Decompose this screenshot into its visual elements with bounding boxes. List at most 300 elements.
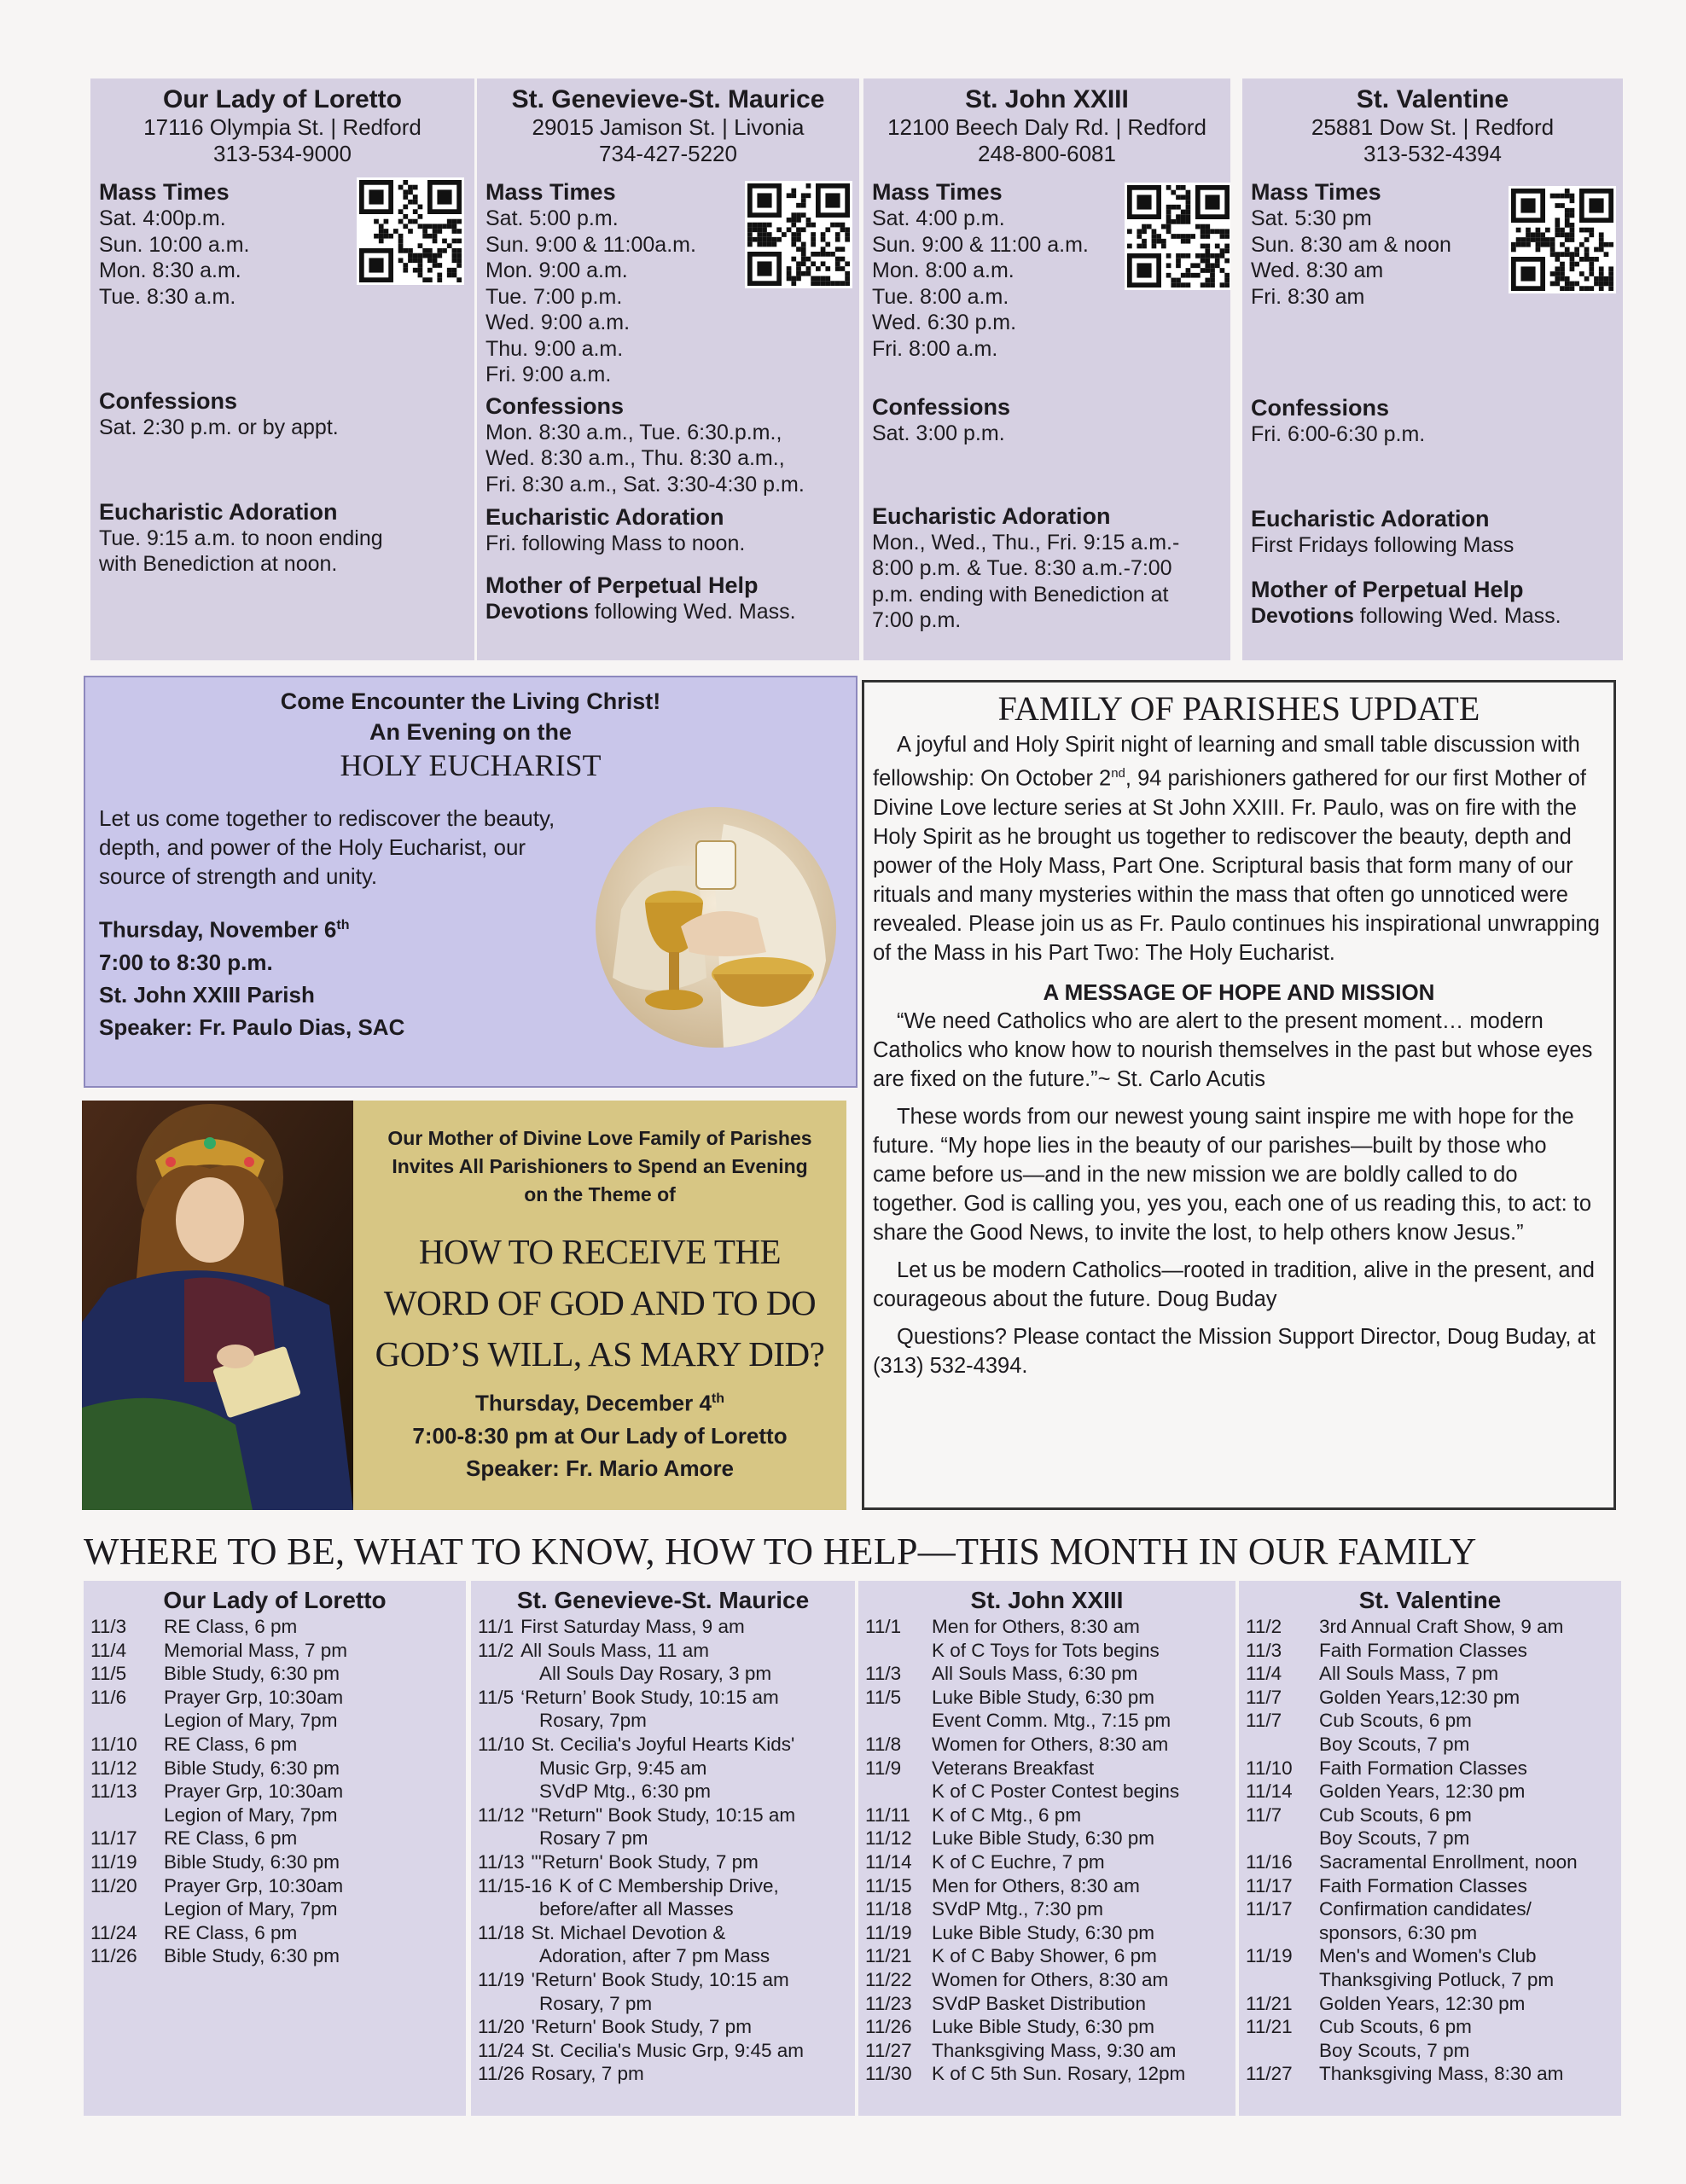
eucharist-event-box: [84, 676, 858, 1088]
schedule-row: [1246, 1874, 1614, 1898]
schedule-event: Bible Study, 6:30 pm: [164, 1945, 340, 1967]
schedule-row: [865, 1780, 1229, 1804]
schedule-row: [478, 1639, 848, 1663]
schedule-row: [1246, 2062, 1614, 2086]
parish-phone: 313-532-4394: [1363, 141, 1502, 166]
schedule-date: [478, 1709, 493, 1733]
mass-time: Fri. 8:00 a.m.: [872, 336, 998, 361]
schedule-date: 11/7: [1246, 1686, 1282, 1708]
devotions-text: following Wed. Mass.: [1353, 604, 1561, 628]
schedule-date: 11/30: [865, 2063, 912, 2085]
schedule-event: Faith Formation Classes: [1319, 1639, 1527, 1661]
schedule-row: [90, 1709, 459, 1733]
schedule-date: 11/13: [90, 1780, 137, 1803]
schedule-date: 11/24: [90, 1921, 137, 1943]
event-date: [99, 909, 404, 946]
schedule-row: [478, 1992, 848, 2016]
schedule-date: [1246, 1921, 1319, 1945]
parish-address: 12100 Beech Daly Rd. | Redford: [887, 114, 1206, 140]
schedule-event: RE Class, 6 pm: [164, 1733, 298, 1755]
schedule-row: [478, 1709, 848, 1733]
adoration-time: First Fridays following Mass: [1251, 532, 1514, 557]
mass-times-heading: Mass Times: [99, 179, 230, 205]
schedule-date: 11/3: [865, 1663, 902, 1685]
schedule-row: [1246, 1639, 1614, 1663]
schedule-event: SVdP Basket Distribution: [932, 1992, 1146, 2014]
schedule-event: Cub Scouts, 6 pm: [1319, 1804, 1472, 1826]
confessions-time: Mon. 8:30 a.m., Tue. 6:30.p.m.,: [485, 420, 782, 444]
schedule-date: 11/16: [1246, 1850, 1293, 1873]
schedule-date: 11/14: [1246, 1780, 1293, 1803]
schedule-event: Golden Years, 12:30 pm: [1319, 1992, 1526, 2014]
schedule-date: 11/5: [478, 1686, 515, 1708]
schedule-date: 11/20: [478, 2016, 525, 2038]
adoration-heading: Eucharistic Adoration: [99, 498, 338, 525]
schedule-date: 11/21: [1246, 2016, 1293, 2038]
schedule-event: 'Return' Book Study, 7 pm: [531, 2016, 752, 2038]
schedule-event: Golden Years,12:30 pm: [1319, 1686, 1520, 1708]
schedule-column-loretto: [84, 1581, 466, 2116]
schedule-date: [1246, 1968, 1319, 1992]
schedule-date: 11/19: [1246, 1945, 1293, 1967]
parish-phone: 313-534-9000: [213, 141, 352, 166]
mary-intro-line: on the Theme of: [524, 1183, 676, 1205]
mass-time: Sat. 5:30 pm: [1251, 206, 1372, 230]
event-intro-line: An Evening on the: [369, 719, 572, 745]
perpetual-help-heading: Mother of Perpetual Help: [485, 572, 759, 598]
schedule-row: [865, 1662, 1229, 1686]
mass-times-heading: Mass Times: [485, 179, 616, 205]
schedule-row: [90, 1733, 459, 1757]
schedule-event: Legion of Mary, 7pm: [164, 1804, 338, 1826]
qr-code-icon[interactable]: [1125, 183, 1230, 290]
schedule-date: 11/18: [478, 1921, 525, 1943]
schedule-row: [1246, 1709, 1614, 1733]
schedule-row: [478, 2062, 848, 2086]
schedule-event: K of C Mtg., 6 pm: [932, 1804, 1082, 1826]
schedule-event: SVdP Mtg., 6:30 pm: [539, 1780, 711, 1803]
adoration-time: Fri. following Mass to noon.: [485, 531, 746, 555]
confessions-heading: Confessions: [485, 392, 625, 419]
schedule-event: "'Return' Book Study, 7 pm: [531, 1850, 759, 1873]
schedule-row: [90, 1639, 459, 1663]
mary-intro-line: Our Mother of Divine Love Family of Parishes: [387, 1127, 812, 1149]
schedule-row: [478, 1804, 848, 1827]
schedule-event: Men's and Women's Club: [1319, 1945, 1537, 1967]
schedule-column-valentine: [1239, 1581, 1621, 2116]
schedule-event: ‘Return’ Book Study, 10:15 am: [520, 1686, 779, 1708]
mary-event-box: [353, 1101, 846, 1510]
schedule-date: [478, 1757, 493, 1780]
schedule-event: Boy Scouts, 7 pm: [1319, 1733, 1470, 1755]
schedule-event: Faith Formation Classes: [1319, 1874, 1527, 1896]
schedule-parish-name: Our Lady of Loretto: [163, 1587, 387, 1613]
mary-event-title: [353, 1226, 846, 1380]
schedule-date: 11/8: [865, 1733, 902, 1755]
schedule-row: [1246, 1686, 1614, 1710]
schedule-event: Legion of Mary, 7pm: [164, 1710, 338, 1732]
event-title: HOLY EUCHARIST: [340, 748, 602, 782]
schedule-row: [478, 1780, 848, 1804]
perpetual-help-time: [485, 599, 851, 625]
confessions-time: Wed. 8:30 a.m., Thu. 8:30 a.m.,: [485, 446, 785, 470]
schedule-row: [1246, 1662, 1614, 1686]
mary-event-date-suffix: th: [711, 1391, 725, 1406]
event-description-line: depth, and power of the Holy Eucharist, our: [99, 834, 526, 860]
schedule-row: [478, 1615, 848, 1639]
confessions-heading: Confessions: [1251, 395, 1390, 421]
schedule-row: [478, 2039, 848, 2063]
schedule-row: [478, 1850, 848, 1874]
mass-time: Wed. 9:00 a.m.: [485, 311, 631, 334]
schedule-event: All Souls Day Rosary, 3 pm: [539, 1663, 772, 1685]
schedule-event: Thanksgiving Potluck, 7 pm: [1319, 1968, 1555, 1990]
schedule-event: Prayer Grp, 10:30am: [164, 1780, 344, 1803]
schedule-event: RE Class, 6 pm: [164, 1616, 298, 1637]
mass-time: Thu. 9:00 a.m.: [485, 336, 624, 361]
schedule-row: [478, 1733, 848, 1757]
schedule-event: Event Comm. Mtg., 7:15 pm: [932, 1710, 1171, 1732]
schedule-event: Luke Bible Study, 6:30 pm: [932, 1921, 1154, 1943]
mass-time: Fri. 8:30 am: [1251, 284, 1365, 309]
schedule-list: [865, 1615, 1229, 2086]
schedule-row: [865, 1709, 1229, 1733]
schedule-event: Sacramental Enrollment, noon: [1319, 1850, 1578, 1873]
mass-time: Mon. 9:00 a.m.: [485, 258, 628, 282]
confessions-time: Sat. 2:30 p.m. or by appt.: [99, 415, 339, 439]
adoration-time: Tue. 9:15 a.m. to noon ending: [99, 526, 383, 550]
event-intro-line: Come Encounter the Living Christ!: [280, 688, 661, 714]
mass-time: Fri. 9:00 a.m.: [485, 363, 612, 386]
schedule-date: 11/14: [865, 1850, 912, 1873]
schedule-row: [1246, 1827, 1614, 1850]
adoration-time: with Benediction at noon.: [99, 552, 338, 576]
mass-times-heading: Mass Times: [1251, 179, 1381, 205]
schedule-event: K of C Poster Contest begins: [932, 1780, 1180, 1803]
event-time: 7:00 to 8:30 p.m.: [99, 949, 273, 975]
schedule-row: [1246, 1992, 1614, 2016]
schedule-event: Veterans Breakfast: [932, 1757, 1095, 1779]
schedule-row: [865, 2062, 1229, 2086]
schedule-row: [1246, 1897, 1614, 1921]
schedule-event: "Return" Book Study, 10:15 am: [531, 1804, 796, 1826]
schedule-date: 11/3: [90, 1616, 127, 1637]
qr-code-icon[interactable]: [357, 177, 464, 285]
schedule-row: [1246, 2039, 1614, 2063]
schedule-event: Music Grp, 9:45 am: [539, 1757, 707, 1779]
event-description: [99, 804, 577, 891]
schedule-date: [865, 1639, 932, 1663]
schedule-row: [1246, 1944, 1614, 1968]
schedule-row: [478, 1757, 848, 1780]
schedule-event: Rosary, 7pm: [539, 1710, 647, 1732]
schedule-row: [90, 1804, 459, 1827]
schedule-row: [90, 1850, 459, 1874]
parish-name: St. Genevieve-St. Maurice: [511, 85, 825, 113]
schedule-date: [865, 1780, 932, 1804]
schedule-date: 11/2: [478, 1639, 515, 1661]
schedule-row: [90, 1780, 459, 1804]
qr-code-icon[interactable]: [745, 181, 852, 288]
mass-times-heading: Mass Times: [872, 179, 1003, 205]
schedule-date: 11/26: [478, 2063, 525, 2085]
schedule-event: Adoration, after 7 pm Mass: [539, 1945, 770, 1967]
event-details: [99, 909, 404, 1043]
mary-event-details: [353, 1383, 846, 1484]
mass-time: Sat. 4:00 p.m.: [872, 206, 1005, 230]
schedule-row: [1246, 1804, 1614, 1827]
schedule-list: [1246, 1615, 1614, 2086]
schedule-event: First Saturday Mass, 9 am: [520, 1616, 745, 1637]
schedule-row: [1246, 1968, 1614, 1992]
schedule-list: [478, 1615, 848, 2086]
mass-time: Tue. 7:00 p.m.: [485, 284, 623, 309]
mary-title-line: HOW TO RECEIVE THE: [418, 1232, 782, 1271]
schedule-event: Golden Years, 12:30 pm: [1319, 1780, 1526, 1803]
schedule-row: [865, 1827, 1229, 1850]
schedule-row: [90, 1662, 459, 1686]
schedule-event: K of C 5th Sun. Rosary, 12pm: [932, 2063, 1186, 2085]
schedule-event: Memorial Mass, 7 pm: [164, 1639, 348, 1661]
adoration-heading: Eucharistic Adoration: [1251, 505, 1490, 531]
perpetual-help-heading: Mother of Perpetual Help: [1251, 577, 1524, 602]
schedule-column-genevieve: [471, 1581, 855, 2116]
schedule-event: Rosary, 7 pm: [531, 2063, 644, 2085]
adoration-time: 8:00 p.m. & Tue. 8:30 a.m.-7:00: [872, 556, 1172, 580]
confessions-heading: Confessions: [99, 388, 238, 414]
schedule-date: 11/13: [478, 1850, 525, 1873]
schedule-date: 11/19: [865, 1921, 912, 1943]
schedule-event: RE Class, 6 pm: [164, 1921, 298, 1943]
schedule-row: [865, 1992, 1229, 2016]
parish-address: 25881 Dow St. | Redford: [1311, 114, 1555, 140]
schedule-row: [90, 1827, 459, 1850]
schedule-event: Thanksgiving Mass, 9:30 am: [932, 2039, 1177, 2061]
schedule-row: [1246, 1615, 1614, 1639]
schedule-row: [865, 2039, 1229, 2063]
schedule-event: Men for Others, 8:30 am: [932, 1616, 1140, 1637]
schedule-event: SVdP Mtg., 7:30 pm: [932, 1898, 1103, 1920]
schedule-row: [478, 1897, 848, 1921]
schedule-date: 11/19: [478, 1968, 525, 1990]
schedule-date: 11/12: [478, 1804, 525, 1826]
schedule-date: 11/10: [90, 1733, 137, 1755]
schedule-event: 3rd Annual Craft Show, 9 am: [1319, 1616, 1564, 1637]
schedule-event: K of C Euchre, 7 pm: [932, 1850, 1105, 1873]
schedule-row: [90, 1757, 459, 1780]
mass-time: Sat. 5:00 p.m.: [485, 206, 619, 230]
schedule-date: [865, 1709, 932, 1733]
schedule-date: [1246, 2039, 1319, 2063]
schedule-date: [90, 1709, 164, 1733]
schedule-event: Faith Formation Classes: [1319, 1757, 1527, 1779]
schedule-date: [90, 1804, 164, 1827]
schedule-date: 11/15: [865, 1874, 912, 1896]
event-date-suffix: th: [336, 918, 350, 932]
schedule-event: Women for Others, 8:30 am: [932, 1968, 1169, 1990]
schedule-date: 11/12: [90, 1757, 137, 1779]
mass-time: Wed. 6:30 p.m.: [872, 311, 1017, 334]
schedule-row: [90, 1897, 459, 1921]
update-paragraph: Let us be modern Catholics—rooted in tradition, alive in the present, and courageous about the future. Doug Buday: [873, 1258, 1595, 1311]
schedule-event: K of C Baby Shower, 6 pm: [932, 1945, 1157, 1967]
devotions-label: Devotions: [1251, 604, 1354, 628]
family-update-box: [862, 680, 1616, 1510]
mary-title-line: GOD’S WILL, AS MARY DID?: [375, 1334, 825, 1374]
adoration-time: Mon., Wed., Thu., Fri. 9:15 a.m.-: [872, 530, 1180, 555]
schedule-row: [865, 1804, 1229, 1827]
schedule-date: [478, 1662, 493, 1686]
ordinal-suffix: nd: [1111, 766, 1125, 781]
schedule-row: [478, 1827, 848, 1850]
schedule-date: 11/3: [1246, 1639, 1282, 1661]
update-paragraph: These words from our newest young saint inspire me with hope for the future. “My hope lies in the beauty of our parishes—built by those who came before us—and in the new mission we are boldly called to do together. God is calling you, yes you, each one of us reading this, to act: to share the Good News, to invite the lost, to help others know Jesus.”: [873, 1104, 1592, 1245]
schedule-parish-name: St. Valentine: [1358, 1587, 1502, 1613]
schedule-date: [478, 1897, 493, 1921]
schedule-event: K of C Membership Drive,: [559, 1874, 779, 1896]
schedule-date: 11/12: [865, 1827, 912, 1850]
event-description-line: Let us come together to rediscover the beauty,: [99, 805, 555, 831]
mary-event-date: [353, 1383, 846, 1420]
schedule-date: [478, 1780, 493, 1804]
schedule-date: 11/21: [1246, 1992, 1293, 2014]
schedule-event: Bible Study, 6:30 pm: [164, 1663, 340, 1685]
schedule-list: [90, 1615, 459, 1968]
schedule-event: Luke Bible Study, 6:30 pm: [932, 1827, 1154, 1850]
schedule-event: Rosary 7 pm: [539, 1827, 648, 1850]
mass-time: Wed. 8:30 am: [1251, 258, 1384, 282]
schedule-date: [1246, 1733, 1319, 1757]
schedule-parish-name: St. Genevieve-St. Maurice: [516, 1587, 810, 1613]
schedule-date: 11/17: [90, 1827, 137, 1850]
schedule-date: 11/5: [90, 1663, 127, 1685]
mary-event-date-text: Thursday, December 4: [474, 1390, 712, 1416]
schedule-date: 11/17: [1246, 1898, 1293, 1920]
schedule-date: 11/18: [865, 1898, 912, 1920]
parish-address: 29015 Jamison St. | Livonia: [532, 114, 805, 140]
schedule-row: [90, 1944, 459, 1968]
parish-address: 17116 Olympia St. | Redford: [143, 114, 422, 140]
schedule-date: 11/9: [865, 1757, 902, 1779]
schedule-row: [865, 1897, 1229, 1921]
schedule-row: [865, 1733, 1229, 1757]
schedule-date: 11/17: [1246, 1874, 1293, 1896]
mass-time: Tue. 8:00 a.m.: [872, 284, 1009, 309]
qr-code-icon[interactable]: [1509, 186, 1616, 293]
schedule-event: Thanksgiving Mass, 8:30 am: [1319, 2063, 1564, 2085]
mary-event-intro: [353, 1124, 846, 1209]
parish-name: Our Lady of Loretto: [163, 85, 402, 113]
schedule-date: 11/20: [90, 1874, 137, 1896]
parish-name: St. John XXIII: [965, 85, 1129, 113]
perpetual-help-time: [1251, 603, 1614, 630]
schedule-event: Bible Study, 6:30 pm: [164, 1757, 340, 1779]
adoration-heading: Eucharistic Adoration: [485, 504, 724, 530]
schedule-row: [1246, 1733, 1614, 1757]
schedule-event: Confirmation candidates/: [1319, 1898, 1532, 1920]
schedule-event: Prayer Grp, 10:30am: [164, 1686, 344, 1708]
schedule-date: [478, 1992, 493, 2016]
update-subtitle: A MESSAGE OF HOPE AND MISSION: [1043, 979, 1435, 1005]
schedule-date: 11/22: [865, 1968, 912, 1990]
mass-time: Sun. 8:30 am & noon: [1251, 232, 1451, 257]
schedule-parish-name: St. John XXIII: [970, 1587, 1124, 1613]
devotions-text: following Wed. Mass.: [588, 599, 796, 624]
schedule-event: Cub Scouts, 6 pm: [1319, 2016, 1472, 2038]
schedule-date: 11/4: [90, 1639, 127, 1661]
schedule-row: [865, 1850, 1229, 1874]
schedule-row: [90, 1686, 459, 1710]
schedule-row: [865, 1639, 1229, 1663]
mass-time: Sun. 9:00 & 11:00a.m.: [485, 232, 696, 257]
mass-time: Sun. 10:00 a.m.: [99, 232, 250, 257]
schedule-date: 11/10: [478, 1733, 525, 1755]
schedule-event: Legion of Mary, 7pm: [164, 1898, 338, 1920]
schedule-event: Luke Bible Study, 6:30 pm: [932, 1686, 1154, 1708]
event-description-line: source of strength and unity.: [99, 863, 378, 889]
schedule-event: Luke Bible Study, 6:30 pm: [932, 2016, 1154, 2038]
schedule-row: [478, 2015, 848, 2039]
update-paragraph: [873, 730, 1605, 967]
schedule-date: 11/24: [478, 2039, 525, 2061]
confessions-time: Fri. 8:30 a.m., Sat. 3:30-4:30 p.m.: [485, 472, 805, 497]
mary-intro-line: Invites All Parishioners to Spend an Evening: [392, 1155, 808, 1177]
mass-time: Tue. 8:30 a.m.: [99, 284, 236, 309]
schedule-date: [478, 1827, 493, 1850]
schedule-row: [865, 1968, 1229, 1992]
schedule-row: [478, 1968, 848, 1992]
event-place: St. John XXIII Parish: [99, 981, 315, 1008]
schedule-date: 11/1: [478, 1616, 515, 1637]
confessions-time: Sat. 3:00 p.m.: [872, 421, 1005, 445]
schedule-row: [1246, 1850, 1614, 1874]
schedule-date: 11/4: [1246, 1663, 1282, 1685]
update-paragraph-text: A joyful and Holy Spirit night of learning and small table discussion with fellowship: On October 2: [873, 733, 1580, 791]
parish-card-loretto: [90, 78, 474, 660]
parish-card-genevieve: [477, 78, 859, 660]
schedule-date: 11/7: [1246, 1804, 1282, 1826]
event-date-text: Thursday, November 6: [99, 916, 337, 943]
schedule-date: 11/19: [90, 1850, 137, 1873]
schedule-event: sponsors, 6:30 pm: [1319, 1921, 1478, 1943]
schedule-date: 11/27: [1246, 2063, 1293, 2085]
update-quote: “We need Catholics who are alert to the present moment… modern Catholics who know how to nourish themselves in the past but whose eyes are fixed on the future.”~ St. Carlo Acutis: [873, 1008, 1593, 1091]
adoration-heading: Eucharistic Adoration: [872, 502, 1111, 529]
schedule-date: [1246, 1827, 1319, 1850]
schedule-event: Men for Others, 8:30 am: [932, 1874, 1140, 1896]
schedule-row: [1246, 1757, 1614, 1780]
schedule-event: Bible Study, 6:30 pm: [164, 1850, 340, 1873]
schedule-event: St. Cecilia's Joyful Hearts Kids': [531, 1733, 795, 1755]
schedule-event: St. Michael Devotion &: [531, 1921, 726, 1943]
schedule-date: 11/27: [865, 2039, 912, 2061]
update-paragraph-text: , 94 parishioners gathered for our first Mother of Divine Love lecture series at St John XXIII. Fr. Paulo, was on fire with the Holy Spirit as he brought us together to rediscover the beauty, depth and power of the Holy Mass, Part One. Scriptural basis that form many of our rituals and many mysteries within the mass that often go unnoticed were revealed. Please join us as Fr. Paulo continues his inspirational unwrapping of the Mass in his Part Two: The Holy Eucharist.: [873, 766, 1600, 965]
mary-event-speaker: Speaker: Fr. Mario Amore: [465, 1455, 735, 1481]
schedule-date: 11/5: [865, 1686, 902, 1708]
schedule-row: [1246, 2015, 1614, 2039]
schedule-date: 11/21: [865, 1945, 912, 1967]
schedule-row: [478, 1944, 848, 1968]
schedule-date: 11/10: [1246, 1757, 1293, 1779]
schedule-date: 11/23: [865, 1992, 912, 2014]
schedule-date: 11/6: [90, 1686, 127, 1708]
schedule-event: Prayer Grp, 10:30am: [164, 1874, 344, 1896]
schedule-row: [478, 1874, 848, 1898]
parish-phone: 734-427-5220: [599, 141, 737, 166]
schedule-row: [90, 1921, 459, 1945]
schedule-event: Rosary, 7 pm: [539, 1992, 653, 2014]
schedule-date: 11/7: [1246, 1710, 1282, 1732]
